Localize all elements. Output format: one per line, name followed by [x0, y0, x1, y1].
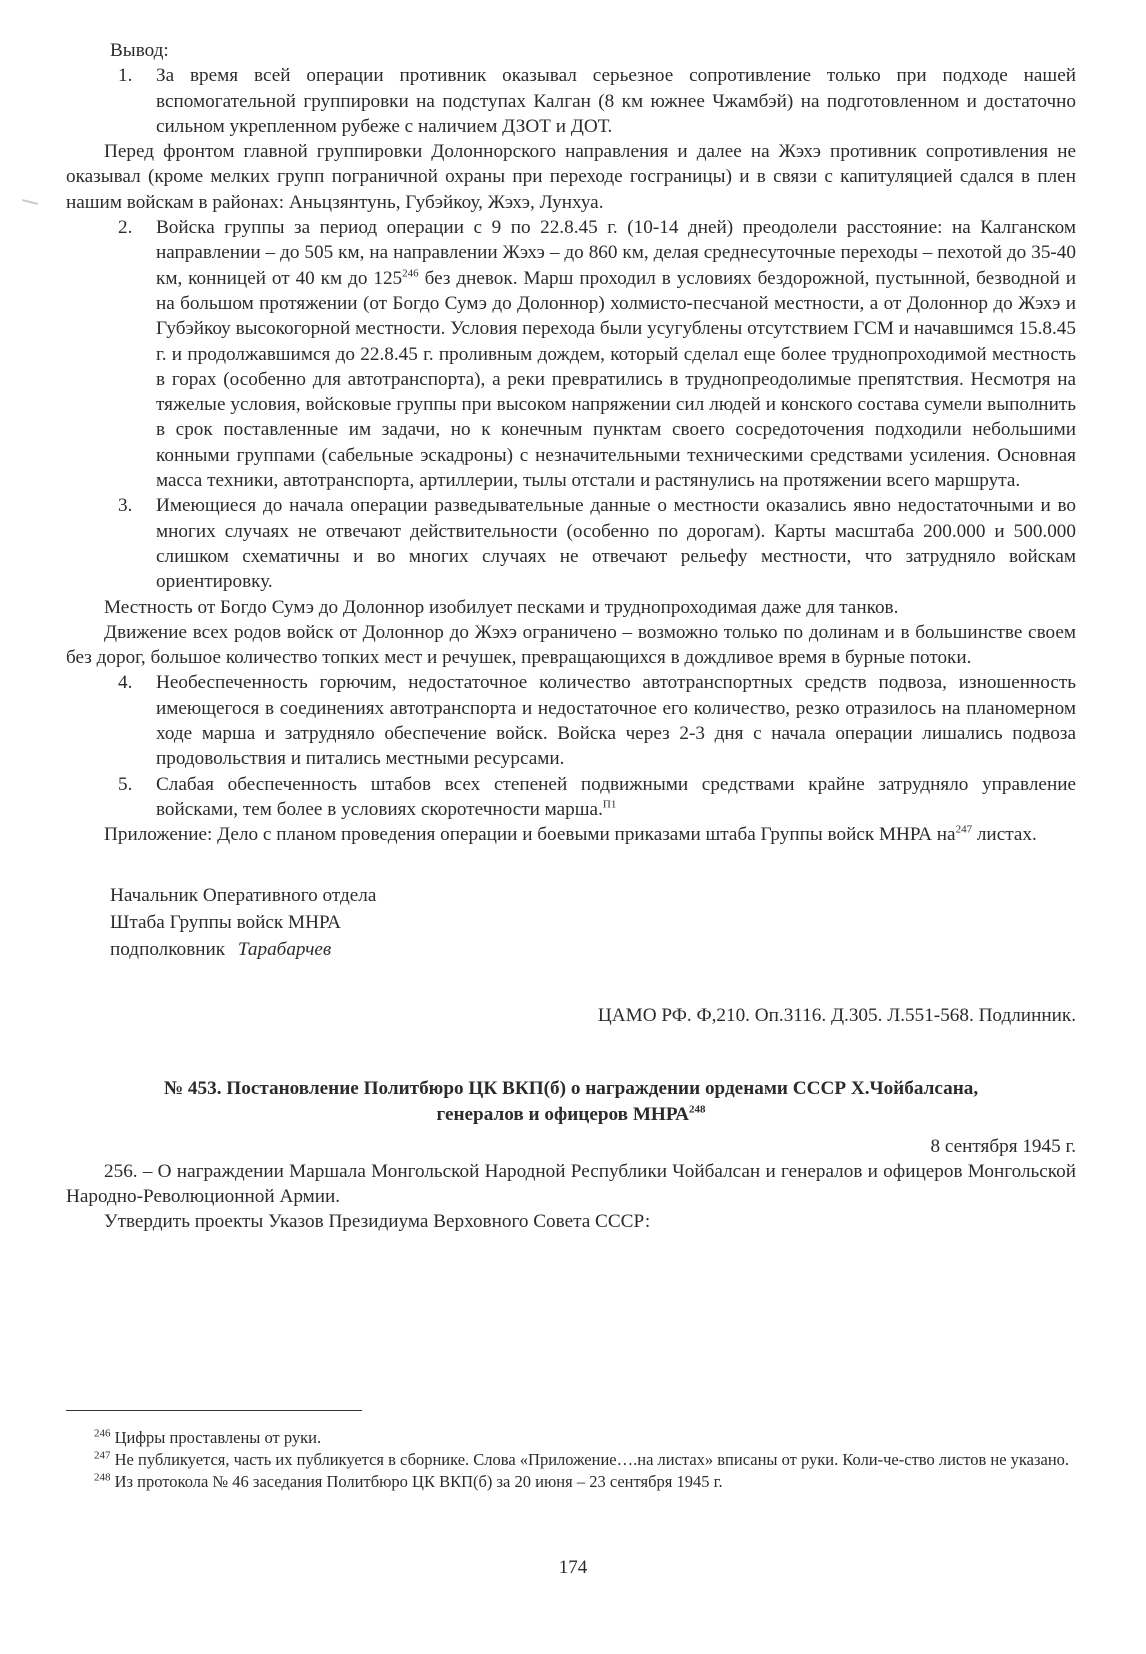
page-number: 174 — [558, 1557, 588, 1578]
signature-name: Тарабарчев — [237, 938, 332, 960]
footnote-text: Цифры проставлены от руки. — [110, 1428, 322, 1447]
footnote-ref[interactable]: 247 — [955, 823, 973, 836]
footnote-ref[interactable]: 246 — [402, 267, 419, 280]
signature-line: Штаба Группы войск МНРА — [110, 911, 342, 933]
signature-rank: подполковник — [110, 938, 226, 960]
paragraph: Местность от Богдо Сумэ до Долоннор изобилует песками и труднопроходимая даже для танков. — [104, 596, 899, 618]
item-text: За время всей операции противник оказывал серьезное сопротивление только при подходе нашей вспомогательной группировки на подступах Калган (8 км южнее Чжамбэй) на подготовленном и достаточно сильном укрепленном рубеже с наличием ДЗОТ и ДОТ. — [156, 65, 1076, 137]
footnote-text: Из протокола № 46 заседания Политбюро ЦК ВКП(б) за 20 июня – 23 сентября 1945 г. — [110, 1472, 723, 1491]
conclusion-item-3 — [66, 493, 1076, 594]
document-title — [66, 1076, 1076, 1128]
footnotes — [66, 1427, 1076, 1493]
item-text: без дневок. Марш проходил в условиях бездорожной, пустынной, безводной и на большом протяжении (от Богдо Сумэ до Долоннор) холмисто-песчаной местности, а от Долоннор до Жэхэ и Губэйкоу высокогорной местности. Условия перехода были усугублены отсутствием ГСМ и начавшимся 15.8.45 г. и продолжавшимся до 22.8.45 г. проливным дождем, который сделал еще более труднопроходимой местность в горах (особенно для автотранспорта), а реки превратились в труднопреодолимые препятствия. Несмотря на тяжелые условия, войсковые группы при высоком напряжении сил людей и конского состава сумели выполнить в срок поставленные им задачи, но к конечным пунктам своего сосредоточения подходили небольшими конными группами (сабельные эскадроны) с незначительными техническими средствами усиления. Основная масса техники, автотранспорта, артиллерии, тылы отстали и растянулись на протяжении всего маршрута. — [156, 267, 1077, 492]
item-number: 3. — [118, 495, 133, 517]
footnote-number: 247 — [94, 1449, 111, 1462]
document-title-line — [76, 1102, 1066, 1128]
footnote-text: Не публикуется, часть их публикуется в сборнике. Слова «Приложение….на листах» вписаны от руки. Коли-че-ство листов не указано. — [110, 1450, 1070, 1469]
archive-reference: ЦАМО РФ. Ф,210. Оп.3116. Д.305. Л.551-568. Подлинник. — [597, 1004, 1076, 1026]
conclusion-item-4 — [66, 670, 1076, 771]
conclusion-label: Вывод: — [110, 40, 169, 61]
item-number: 1. — [118, 65, 133, 87]
document-date: 8 сентября 1945 г. — [930, 1135, 1076, 1157]
item-text: Слабая обеспеченность штабов всех степеней подвижными средствами крайне затрудняло управление войсками, тем более в условиях скоротечности марша. — [156, 773, 1076, 820]
conclusion-item-1 — [66, 63, 1076, 139]
signature-line — [110, 936, 1076, 963]
footnote — [66, 1471, 1076, 1493]
appendix-text: листах. — [972, 824, 1037, 846]
item-number: 5. — [118, 773, 133, 795]
item-text: Войска группы за период операции с 9 по 22.8.45 г. (10-14 дней) преодолели расстояние: на Калганском направлении – до 505 км, на направлении Жэхэ – до 860 км, делая среднесуточные переходы – пехотой до 35-40 км, конницей от 40 км до 125 — [156, 217, 1076, 289]
appendix-text: Приложение: Дело с планом проведения операции и боевыми приказами штаба Группы войск МНРА на — [104, 824, 956, 846]
footnote-number: 248 — [94, 1471, 111, 1484]
item-number: 4. — [118, 672, 133, 694]
conclusion-item-5 — [66, 772, 1076, 823]
signature-line: Начальник Оперативного отдела — [110, 884, 377, 906]
paragraph: Перед фронтом главной группировки Долоннорского направления и далее на Жэхэ противник сопротивления не оказывал (кроме мелких групп пограничной охраны при переходе госграницы) и в связи с капитуляцией сдался в плен нашим войскам в районах: Аньцзянтунь, Губэйкоу, Жэхэ, Лунхуа. — [66, 141, 1076, 213]
footnote — [66, 1449, 1076, 1471]
item-text: Имеющиеся до начала операции разведывательные данные о местности оказались явно недостаточными и во многих случаях не отвечают действительности (особенно по дорогам). Карты масштаба 200.000 и 500.000 слишком схематичны и во многих случаях не отвечают рельефу местности, что затрудняло войскам ориентировку. — [156, 495, 1076, 593]
footnote-ref[interactable]: П1 — [602, 798, 617, 811]
conclusion-item-2 — [66, 215, 1076, 493]
paragraph: Движение всех родов войск от Долоннор до Жэхэ ограничено – возможно только по долинам и в большинстве своем без дорог, большое количество топких мест и речушек, превращающихся в дождливое время в бурные потоки. — [66, 621, 1076, 669]
document-title-text: генералов и офицеров МНРА — [436, 1103, 689, 1125]
footnote — [66, 1427, 1076, 1449]
footnote-divider — [66, 1410, 362, 1411]
footnote-ref[interactable]: 248 — [688, 1103, 706, 1116]
page-body — [66, 38, 1076, 1234]
paragraph: Утвердить проекты Указов Президиума Верховного Совета СССР: — [104, 1211, 651, 1233]
paragraph: 256. – О награждении Маршала Монгольской Народной Республики Чойбалсан и генералов и офицеров Монгольской Народно-Революционной Армии. — [66, 1160, 1076, 1207]
document-title-line: № 453. Постановление Политбюро ЦК ВКП(б) о награждении орденами СССР Х.Чойбалсана, — [163, 1077, 979, 1099]
appendix-note — [66, 822, 1076, 847]
footnote-number: 246 — [94, 1427, 111, 1440]
item-text: Необеспеченность горючим, недостаточное количество автотранспортных средств подвоза, изношенность имеющегося в соединениях автотранспорта и недостаточное его количество, резко отразилось на планомерном ходе марша и затрудняло обеспечение войск. Войска через 2-3 дня с начала операции лишались подвоза продовольствия и питались местными ресурсами. — [156, 672, 1076, 770]
scan-artifact — [22, 199, 38, 205]
signature-block — [110, 882, 1076, 963]
item-number: 2. — [118, 217, 133, 239]
